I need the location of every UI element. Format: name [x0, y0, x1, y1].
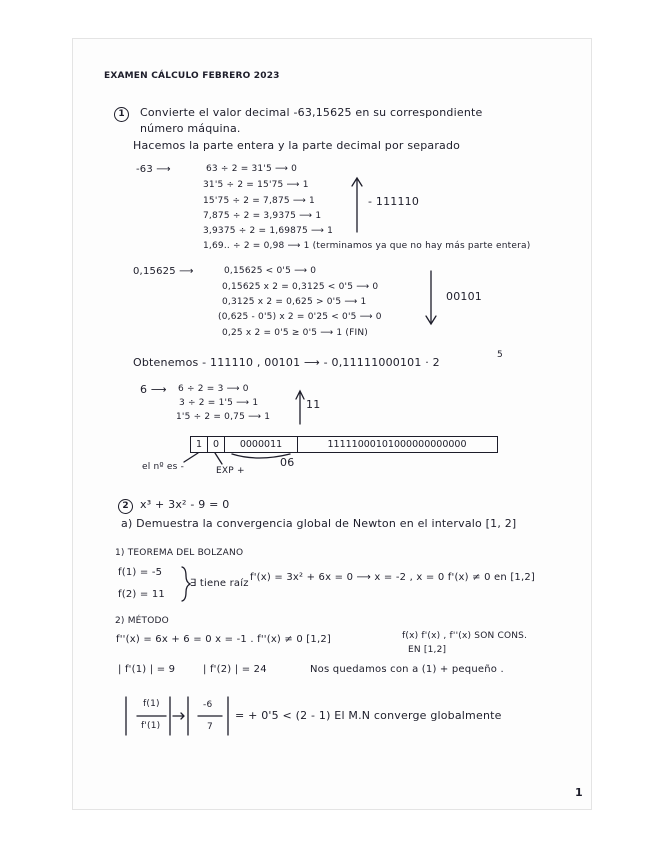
dec-step-1: 0,15625 < 0'5 ⟶ 0	[224, 266, 317, 276]
q1-statement-line1: Convierte el valor decimal -63,15625 en su correspondiente	[140, 106, 483, 119]
page-number: 1	[575, 786, 583, 799]
dec-step-5: 0,25 x 2 = 0'5 ≥ 0'5 ⟶ 1 (FIN)	[222, 328, 368, 338]
fraction2-numerator: -6	[203, 700, 213, 710]
abs-derivative-1: | f'(1) | = 9	[118, 664, 176, 675]
mantissa-label: 06	[280, 456, 295, 469]
exp-start: 6 ⟶	[140, 383, 167, 396]
exponent-bits: 0000011	[225, 437, 298, 452]
exp-label: EXP +	[216, 466, 245, 476]
fraction2-denominator: 7	[207, 722, 213, 732]
bolzano-f1: f(1) = -5	[118, 567, 163, 578]
int-step-6: 1,69.. ÷ 2 = 0,98 ⟶ 1 (terminamos ya que no hay más parte entera)	[203, 241, 531, 251]
sign-bit: 1	[191, 437, 208, 452]
int-start: -63 ⟶	[136, 164, 171, 175]
exp-sign-pointer	[215, 453, 222, 464]
q2-part-a: a) Demuestra la convergencia global de Newton en el intervalo [1, 2]	[121, 517, 517, 530]
fraction-arrow	[173, 713, 184, 719]
int-step-3: 15'75 ÷ 2 = 7,875 ⟶ 1	[203, 196, 315, 206]
exp-step-3: 1'5 ÷ 2 = 0,75 ⟶ 1	[176, 412, 271, 422]
step2-title: 2) MÉTODO	[115, 616, 169, 626]
dec-start: 0,15625 ⟶	[133, 266, 194, 277]
dec-step-4: (0,625 - 0'5) x 2 = 0'25 < 0'5 ⟶ 0	[218, 312, 382, 322]
mantissa-bits: 11111000101000000000000	[327, 439, 467, 450]
abs-derivative-2: | f'(2) | = 24	[203, 664, 267, 675]
q2-equation: x³ + 3x² - 9 = 0	[140, 498, 230, 511]
step1-title: 1) TEOREMA DEL BOLZANO	[115, 548, 244, 558]
exp-step-1: 6 ÷ 2 = 3 ⟶ 0	[178, 384, 249, 394]
dec-step-2: 0,15625 x 2 = 0,3125 < 0'5 ⟶ 0	[222, 282, 379, 292]
int-step-1: 63 ÷ 2 = 31'5 ⟶ 0	[206, 164, 298, 174]
bolzano-f2: f(2) = 11	[118, 589, 165, 600]
int-step-4: 7,875 ÷ 2 = 3,9375 ⟶ 1	[203, 211, 322, 221]
exp-step-2: 3 ÷ 2 = 1'5 ⟶ 1	[179, 398, 259, 408]
derivative-line: f'(x) = 3x² + 6x = 0 ⟶ x = -2 , x = 0 f'(x) ≠ 0 en [1,2]	[250, 572, 536, 583]
dec-step-3: 0,3125 x 2 = 0,625 > 0'5 ⟶ 1	[222, 297, 367, 307]
question-2-number: 2	[118, 499, 133, 514]
obtained-exponent: 5	[497, 350, 503, 360]
dec-result: 00101	[446, 290, 482, 303]
int-result: - 111110	[368, 195, 420, 208]
q1-statement-line2: número máquina.	[140, 122, 241, 135]
question-1-number: 1	[114, 107, 129, 122]
exp-result: 11	[306, 398, 321, 411]
fraction-denominator: f'(1)	[141, 721, 161, 731]
has-root: ∃ tiene raíz	[190, 578, 249, 589]
q1-approach: Hacemos la parte entera y la parte decimal por separado	[133, 139, 461, 152]
second-derivative-line: f''(x) = 6x + 6 = 0 x = -1 . f''(x) ≠ 0 [1,2]	[116, 634, 332, 645]
sign-label: el nº es -	[142, 462, 185, 472]
obtained-line: Obtenemos - 111110 , 00101 ⟶ - 0,11111000101 · 2	[133, 356, 440, 369]
fraction-numerator: f(1)	[143, 699, 160, 709]
bolzano-brace	[182, 567, 190, 601]
exp-sign-bit: 0	[208, 437, 225, 452]
int-step-2: 31'5 ÷ 2 = 15'75 ⟶ 1	[203, 180, 309, 190]
int-step-5: 3,9375 ÷ 2 = 1,69875 ⟶ 1	[203, 226, 334, 236]
exam-header: EXAMEN CÁLCULO FEBRERO 2023	[104, 71, 280, 81]
conclusion: = + 0'5 < (2 - 1) El M.N converge globalmente	[235, 709, 502, 722]
sign-pointer	[184, 453, 198, 462]
sign-condition-1: f(x) f'(x) , f''(x) SON CONS.	[402, 631, 528, 641]
sign-condition-2: EN [1,2]	[408, 645, 447, 655]
exp-brace	[232, 454, 290, 458]
choose-a: Nos quedamos con a (1) + pequeño .	[310, 664, 504, 675]
